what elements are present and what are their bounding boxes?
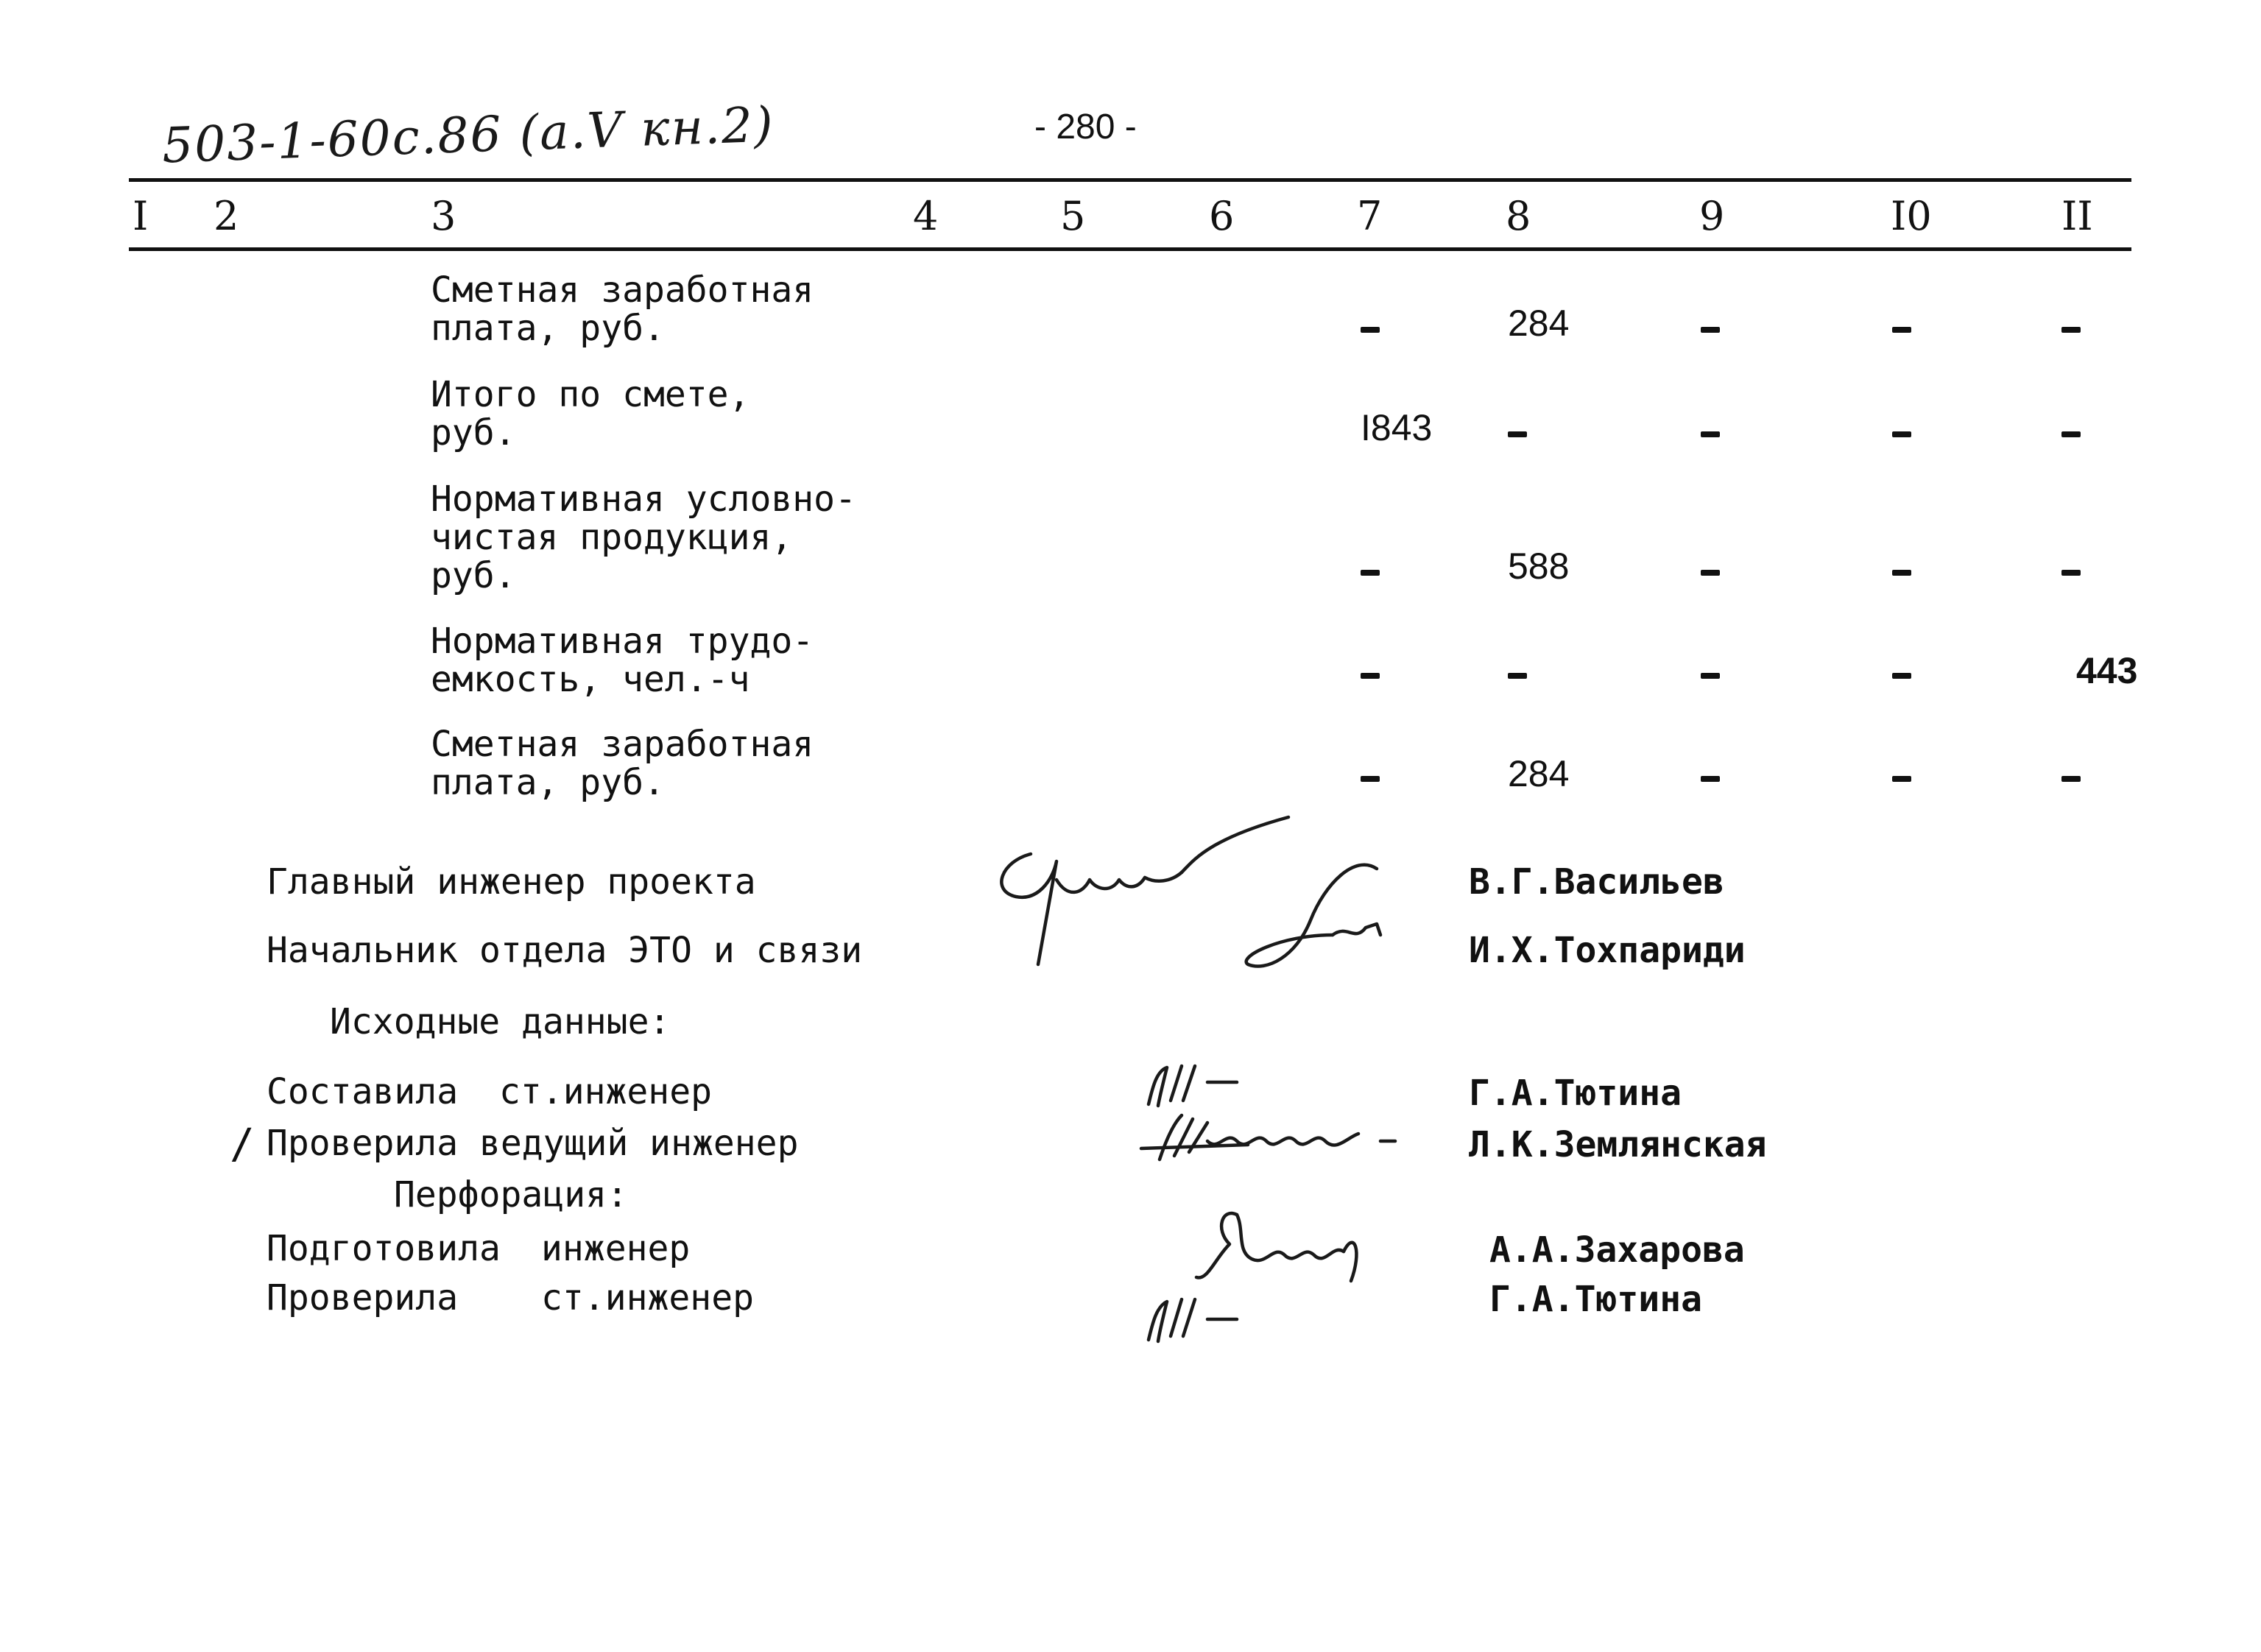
signature-prepared [1193, 1200, 1384, 1296]
head-dept-name: И.Х.Тохпариди [1469, 930, 1746, 971]
dash-mark [1892, 570, 1911, 576]
col-header-3: 3 [431, 193, 456, 239]
compiled-label: Составила [267, 1071, 459, 1112]
top-rule [129, 178, 2131, 182]
dash-mark [2061, 327, 2081, 333]
prepared-name: А.А.Захарова [1489, 1229, 1745, 1271]
col-header-6: 6 [1209, 193, 1235, 239]
dash-mark [1892, 327, 1911, 333]
header-bottom-rule [129, 247, 2131, 251]
cell-col8: 284 [1508, 753, 1570, 794]
dash-mark [1508, 673, 1527, 679]
dash-mark [1701, 431, 1720, 437]
perforation-heading: Перфорация: [394, 1174, 628, 1215]
dash-mark [1361, 673, 1380, 679]
col-header-7: 7 [1357, 193, 1383, 239]
dash-mark [1361, 776, 1380, 782]
prepared-label: Подготовила [267, 1228, 501, 1269]
head-dept-label: Начальник отдела ЭТО и связи [267, 930, 863, 971]
dash-mark [1361, 570, 1380, 576]
chief-engineer-name: В.Г.Васильев [1469, 861, 1724, 903]
dash-mark [2061, 570, 2081, 576]
signature-compiled [1137, 1060, 1255, 1112]
checked-mark: / [230, 1120, 255, 1168]
compiled-name: Г.А.Тютина [1469, 1073, 1682, 1114]
dash-mark [2061, 776, 2081, 782]
dash-mark [2061, 431, 2081, 437]
cell-col8: 284 [1508, 303, 1570, 344]
page-number: - 280 - [1034, 107, 1137, 147]
row-description: Сметная заработная плата, руб. [431, 724, 814, 803]
row-description: Сметная заработная плата, руб. [431, 269, 814, 349]
checked2-label: Проверила [267, 1277, 459, 1319]
dash-mark [1508, 431, 1527, 437]
dash-mark [1892, 776, 1911, 782]
source-data-heading: Исходные данные: [330, 1001, 671, 1042]
checked2-role: ст.инженер [541, 1277, 754, 1319]
compiled-role: ст.инженер [499, 1071, 712, 1112]
dash-mark [1701, 327, 1720, 333]
checked-name: Л.К.Землянская [1469, 1124, 1767, 1165]
signature-checked2 [1137, 1288, 1255, 1347]
signature-head-dept [1237, 854, 1399, 986]
col-header-2: 2 [214, 193, 239, 239]
col-header-1: I [133, 193, 149, 239]
col-header-5: 5 [1060, 193, 1086, 239]
signature-checked [1137, 1108, 1447, 1167]
checked-label: Проверила ведущий инженер [267, 1123, 799, 1164]
dash-mark [1701, 776, 1720, 782]
cell-col7: I843 [1361, 407, 1433, 448]
cell-col11: 443 [2076, 650, 2138, 691]
dash-mark [1701, 673, 1720, 679]
dash-mark [1701, 570, 1720, 576]
row-description: Итого по смете, руб. [431, 374, 750, 453]
dash-mark [1892, 431, 1911, 437]
dash-mark [1892, 673, 1911, 679]
checked2-name: Г.А.Тютина [1489, 1279, 1702, 1320]
dash-mark [1361, 327, 1380, 333]
row-description: Нормативная условно- чистая продукция, руб. [431, 479, 856, 596]
cell-col8: 588 [1508, 546, 1570, 587]
col-header-10: I0 [1891, 193, 1932, 239]
col-header-9: 9 [1699, 193, 1725, 239]
handwritten-reference: 503-1-60с.86 (а.V кн.2) [161, 96, 775, 174]
col-header-11: II [2061, 193, 2093, 239]
chief-engineer-label: Главный инженер проекта [267, 861, 756, 903]
col-header-8: 8 [1506, 193, 1531, 239]
row-description: Нормативная трудо- емкость, чел.-ч [431, 621, 814, 700]
col-header-4: 4 [913, 193, 939, 239]
prepared-role: инженер [541, 1228, 691, 1269]
